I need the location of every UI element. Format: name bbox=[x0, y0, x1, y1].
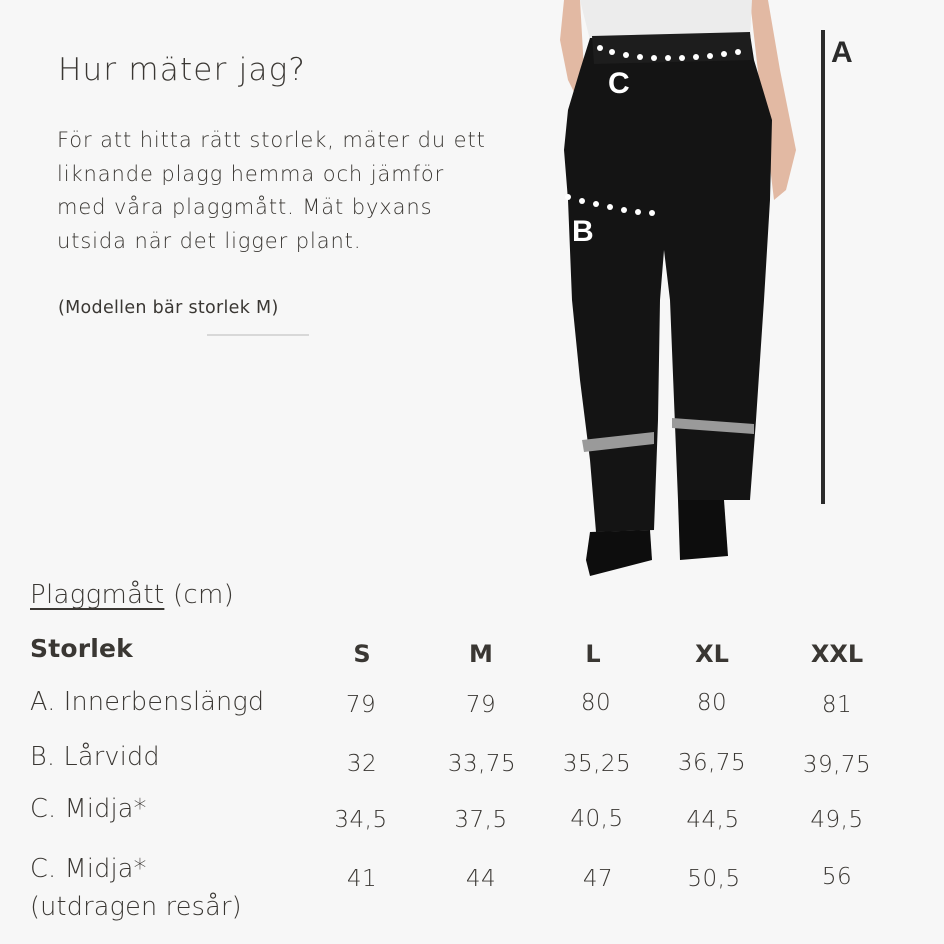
table-cell: 35,25 bbox=[562, 751, 632, 777]
table-heading-unit: (cm) bbox=[164, 580, 235, 610]
size-header: XL bbox=[695, 640, 729, 668]
intro-line: utsida när det ligger plant. bbox=[57, 228, 362, 253]
table-cell: 39,75 bbox=[802, 752, 872, 778]
table-cell: 41 bbox=[346, 866, 378, 892]
table-heading-main: Plaggmått bbox=[30, 580, 165, 610]
row-label-thigh: B. Lårvidd bbox=[30, 742, 160, 772]
table-cell: 44,5 bbox=[686, 807, 740, 833]
pants bbox=[564, 34, 772, 532]
intro-text bbox=[57, 124, 527, 258]
pants-measurement-figure bbox=[550, 0, 944, 590]
row-label-inseam: A. Innerbenslängd bbox=[30, 687, 265, 717]
table-cell: 47 bbox=[582, 866, 614, 892]
right-boot bbox=[678, 500, 728, 560]
measure-label-a: A bbox=[831, 36, 853, 69]
table-heading bbox=[30, 580, 234, 610]
table-cell: 50,5 bbox=[687, 866, 741, 892]
row-label-main: C. Midja* bbox=[30, 854, 147, 884]
table-cell: 81 bbox=[821, 692, 853, 718]
intro-line: liknande plagg hemma och jämför bbox=[57, 161, 445, 186]
table-cell: 36,75 bbox=[677, 750, 747, 776]
intro-line: För att hitta rätt storlek, mäter du ett bbox=[57, 128, 486, 152]
table-cell: 79 bbox=[345, 692, 377, 718]
left-boot bbox=[586, 530, 652, 576]
size-header: XXL bbox=[810, 640, 864, 668]
measure-label-b: B bbox=[572, 215, 594, 248]
table-cell: 49,5 bbox=[810, 807, 864, 833]
measure-label-c: C bbox=[608, 67, 630, 100]
table-cell: 56 bbox=[821, 864, 853, 890]
row-label-waist: C. Midja* bbox=[30, 794, 147, 824]
size-header: L bbox=[585, 640, 601, 668]
table-cell: 44 bbox=[465, 866, 497, 892]
table-cell: 80 bbox=[696, 690, 728, 716]
table-cell: 80 bbox=[580, 690, 612, 716]
table-cell: 40,5 bbox=[570, 806, 624, 832]
table-cell: 37,5 bbox=[454, 807, 508, 833]
intro-line: med våra plaggmått. Mät byxans bbox=[57, 195, 433, 219]
table-cell: 33,75 bbox=[447, 751, 517, 777]
page-title: Hur mäter jag? bbox=[58, 52, 307, 88]
table-cell: 32 bbox=[346, 751, 378, 777]
divider bbox=[207, 334, 309, 336]
row-label-sub: (utdragen resår) bbox=[30, 892, 242, 922]
row-label-waist-extended bbox=[30, 850, 242, 926]
size-header-label: Storlek bbox=[30, 634, 134, 663]
size-header: S bbox=[353, 640, 371, 668]
inseam-measure-line bbox=[821, 30, 825, 504]
table-cell: 34,5 bbox=[334, 807, 388, 833]
waistband bbox=[592, 32, 752, 64]
size-header: M bbox=[469, 640, 493, 668]
model-size-note: (Modellen bär storlek M) bbox=[58, 298, 279, 318]
table-cell: 79 bbox=[465, 692, 497, 718]
